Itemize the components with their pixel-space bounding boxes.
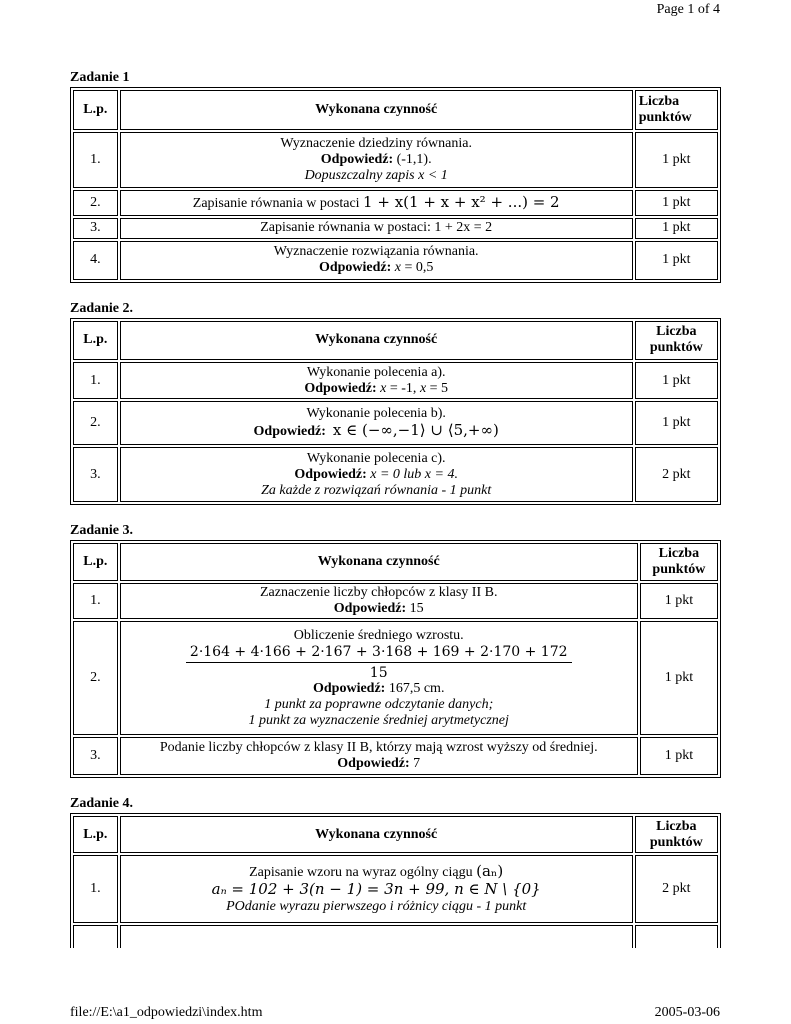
row-points: 1 pkt: [640, 737, 718, 775]
lp-header: L.p.: [73, 321, 118, 360]
row-points: 2 pkt: [635, 855, 718, 923]
page-number: Page 1 of 4: [656, 2, 720, 17]
table-row: [73, 925, 718, 948]
lp-header: L.p.: [73, 543, 118, 581]
row-points: 2 pkt: [635, 447, 718, 502]
row-points: 1 pkt: [640, 583, 718, 620]
row-activity: Wyznaczenie rozwiązania równania. Odpowiedź: x = 0,5: [120, 241, 633, 280]
task-3-heading: Zadanie 3.: [70, 523, 134, 538]
row-number: 1.: [73, 132, 118, 188]
row-points: 1 pkt: [635, 218, 718, 239]
formula: x ∈ (−∞,−1⟩ ∪ ⟨5,+∞): [332, 421, 499, 440]
row-points: 1 pkt: [635, 241, 718, 280]
activity-header: Wykonana czynność: [120, 543, 638, 581]
row-number: 1.: [73, 362, 118, 400]
points-header: Liczba punktów: [635, 816, 718, 853]
footer-file-path: file://E:\a1_odpowiedzi\index.htm: [70, 1005, 263, 1020]
row-number: 4.: [73, 241, 118, 280]
activity-header: Wykonana czynność: [120, 90, 633, 130]
row-activity: Obliczenie średniego wzrostu. $\frac{2\cdot 164 + 4\cdot 166 + 2\cdot 167 + 3\cdot 168 + 169 + 2\cdot 170 + 172}{15}$ Odpowiedź: 167,5 cm. 1 punkt za poprawne odczytanie danych; 1 punkt za wyznaczenie średniej arytmetycznej: [120, 621, 638, 735]
footer-date: 2005-03-06: [654, 1005, 720, 1020]
row-activity: Zaznaczenie liczby chłopców z klasy II B. Odpowiedź: 15: [120, 583, 638, 620]
row-points: [635, 925, 718, 948]
row-activity: Zapisanie równania w postaci 1 + x(1 + x + x² + ...) = 2: [120, 190, 633, 216]
row-number: 3.: [73, 737, 118, 775]
lp-header: L.p.: [73, 816, 118, 853]
row-number: 2.: [73, 190, 118, 216]
task-4-table: [70, 813, 721, 948]
points-header: Liczba punktów: [635, 321, 718, 360]
row-activity: Wykonanie polecenia a). Odpowiedź: x = -1, x = 5: [120, 362, 633, 400]
row-activity: Podanie liczby chłopców z klasy II B, którzy mają wzrost wyższy od średniej. Odpowiedź: 7: [120, 737, 638, 775]
row-activity: Zapisanie równania w postaci: 1 + 2x = 2: [120, 218, 633, 239]
row-activity: Wykonanie polecenia c). Odpowiedź: x = 0 lub x = 4. Za każde z rozwiązań równania - 1 punkt: [120, 447, 633, 502]
row-number: 2.: [73, 401, 118, 445]
formula: 1 + x(1 + x + x² + ...) = 2: [363, 192, 560, 211]
row-points: 1 pkt: [640, 621, 718, 735]
mean-formula: $\frac{2\cdot 164 + 4\cdot 166 + 2\cdot 167 + 3\cdot 168 + 169 + 2\cdot 170 + 172}{15}$: [186, 644, 572, 681]
row-number: 2.: [73, 621, 118, 735]
lp-header: L.p.: [73, 90, 118, 130]
formula: aₙ = 102 + 3(n − 1) = 3n + 99, n ∈ N \ {0}: [211, 880, 541, 898]
row-number: 1.: [73, 583, 118, 620]
row-points: 1 pkt: [635, 362, 718, 400]
activity-header: Wykonana czynność: [120, 321, 633, 360]
row-activity: Wykonanie polecenia b). Odpowiedź: x ∈ (−∞,−1⟩ ∪ ⟨5,+∞): [120, 401, 633, 445]
activity-header: Wykonana czynność: [120, 816, 633, 853]
table-header-row: [73, 816, 718, 853]
task-1-heading: Zadanie 1: [70, 70, 130, 85]
points-header: Liczba punktów: [635, 90, 718, 130]
row-number: [73, 925, 118, 948]
row-number: 3.: [73, 218, 118, 239]
table-row: [73, 855, 718, 923]
row-activity: [120, 925, 633, 948]
row-activity: Zapisanie wzoru na wyraz ogólny ciągu (aₙ) aₙ = 102 + 3(n − 1) = 3n + 99, n ∈ N \ {0} POdanie wyrazu pierwszego i różnicy ciągu - 1 punkt: [120, 855, 633, 923]
task-4-heading: Zadanie 4.: [70, 796, 134, 811]
row-points: 1 pkt: [635, 132, 718, 188]
row-activity: Wyznaczenie dziedziny równania. Odpowiedź: (-1,1). Dopuszczalny zapis x < 1: [120, 132, 633, 188]
row-points: 1 pkt: [635, 190, 718, 216]
row-number: 1.: [73, 855, 118, 923]
task-2-heading: Zadanie 2.: [70, 301, 134, 316]
row-points: 1 pkt: [635, 401, 718, 445]
row-number: 3.: [73, 447, 118, 502]
points-header: Liczba punktów: [640, 543, 718, 581]
